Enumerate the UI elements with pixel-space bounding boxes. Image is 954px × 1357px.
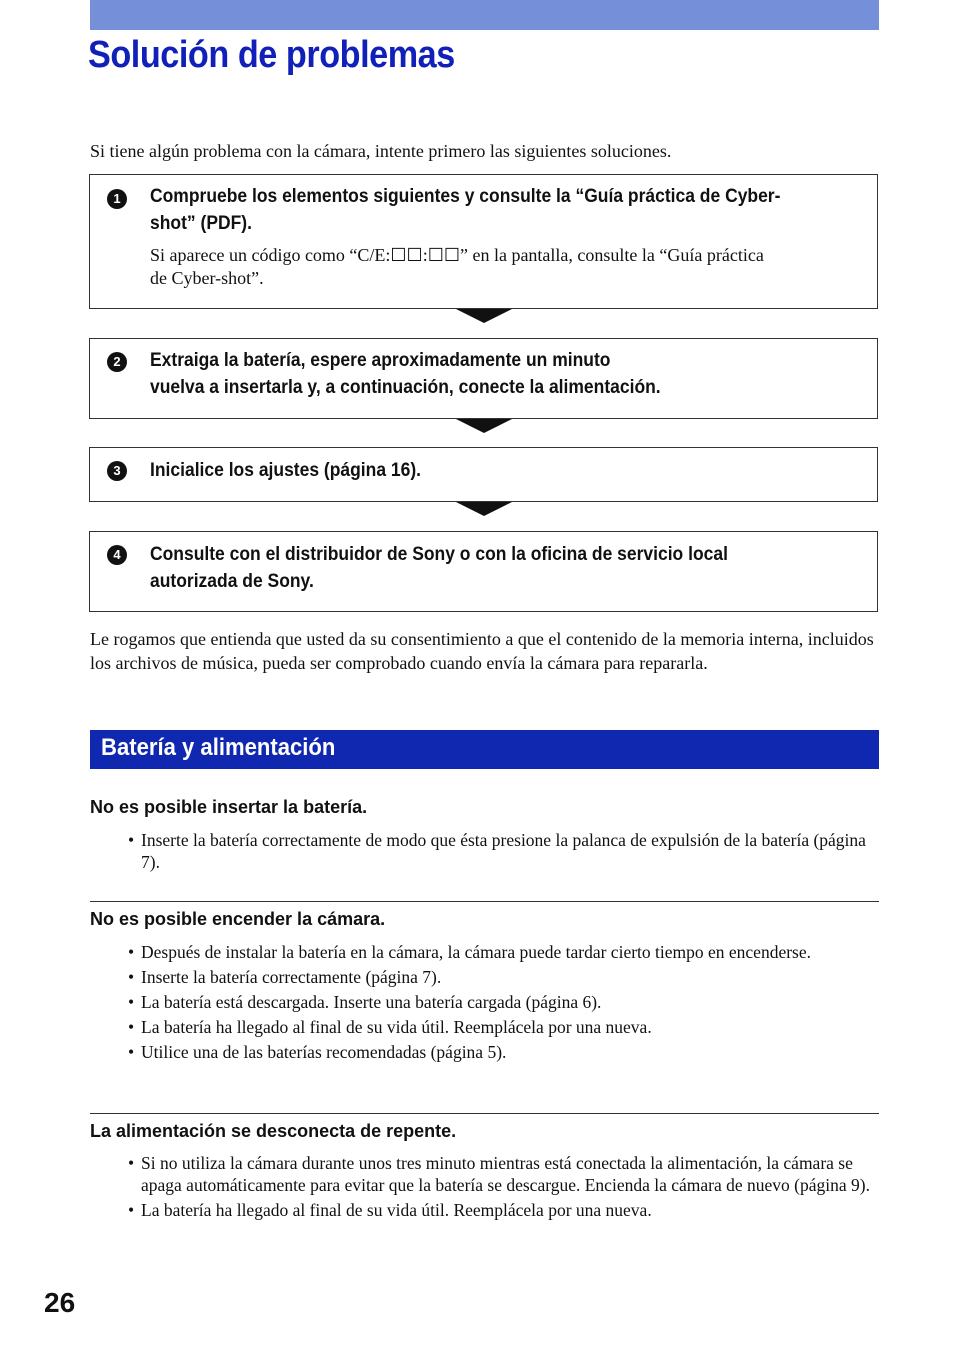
solution-item: • La batería ha llegado al final de su vida útil. Reemplácela por una nueva. [128, 1199, 878, 1221]
step-4-box [89, 531, 878, 612]
step-2-heading-line-1: Extraiga la batería, espere aproximadamente un minuto [150, 350, 611, 371]
solution-item: • La batería ha llegado al final de su vida útil. Reemplácela por una nueva. [128, 1016, 878, 1038]
solution-item: • Inserte la batería correctamente de modo que ésta presione la palanca de expulsión de la batería (página 7). [128, 829, 878, 873]
step-1-subtext-line-1: Si aparece un código como “C/E:☐☐:☐☐” en la pantalla, consulte la “Guía práctica [150, 245, 764, 265]
step-3-heading: Inicialice los ajustes (página 16). [150, 460, 422, 481]
section-title: Batería y alimentación [101, 734, 336, 761]
page-number: 26 [44, 1287, 76, 1318]
arrow-down-icon [456, 419, 512, 433]
page-title: Solución de problemas [88, 34, 455, 76]
problem-title: La alimentación se desconecta de repente. [90, 1121, 457, 1141]
step-1-subtext-line-2: de Cyber-shot”. [150, 268, 264, 288]
arrow-down-icon [456, 309, 512, 323]
solution-list [128, 1152, 878, 1224]
step-3-number: 3 [107, 461, 127, 481]
step-2-number: 2 [107, 352, 127, 372]
problem-title: No es posible insertar la batería. [90, 797, 368, 817]
intro-text: Si tiene algún problema con la cámara, intente primero las siguientes soluciones. [90, 141, 672, 161]
step-4-number: 4 [107, 545, 127, 565]
step-4-heading [150, 541, 812, 595]
divider [90, 901, 879, 902]
divider [90, 1113, 879, 1114]
solution-list [128, 941, 878, 1066]
solution-item: • Inserte la batería correctamente (página 7). [128, 966, 878, 988]
step-2-heading-line-2: vuelva a insertarla y, a continuación, conecte la alimentación. [150, 377, 661, 398]
step-4-heading-line-2: autorizada de Sony. [150, 571, 314, 592]
consent-paragraph: Le rogamos que entienda que usted da su consentimiento a que el contenido de la memoria interna, incluidos los archivos de música, pueda ser comprobado cuando envía la cámara para repararla. [90, 629, 874, 673]
step-2-box [89, 338, 878, 419]
step-1-heading-line-1: Compruebe los elementos siguientes y consulte la “Guía práctica de Cyber- [150, 186, 781, 207]
step-1-subtext [150, 244, 865, 290]
header-bar [90, 0, 879, 30]
step-2-heading [150, 347, 812, 401]
solution-item: • Después de instalar la batería en la cámara, la cámara puede tardar cierto tiempo en encenderse. [128, 941, 878, 963]
step-1-heading [150, 183, 812, 237]
section-header [90, 730, 879, 769]
solution-item: • Si no utiliza la cámara durante unos tres minuto mientras está conectada la alimentación, la cámara se apaga automáticamente para evitar que la batería se descargue. Encienda la cámara de nuevo (página 9). [128, 1152, 878, 1196]
step-4-heading-line-1: Consulte con el distribuidor de Sony o con la oficina de servicio local [150, 544, 728, 565]
step-1-number: 1 [107, 189, 127, 209]
solution-item: • La batería está descargada. Inserte una batería cargada (página 6). [128, 991, 878, 1013]
solution-item: • Utilice una de las baterías recomendadas (página 5). [128, 1041, 878, 1063]
problem-title: No es posible encender la cámara. [90, 909, 386, 929]
step-3-box [89, 447, 878, 502]
arrow-down-icon [456, 502, 512, 516]
step-1-box [89, 174, 878, 309]
solution-list [128, 829, 878, 876]
step-1-heading-line-2: shot” (PDF). [150, 213, 252, 234]
